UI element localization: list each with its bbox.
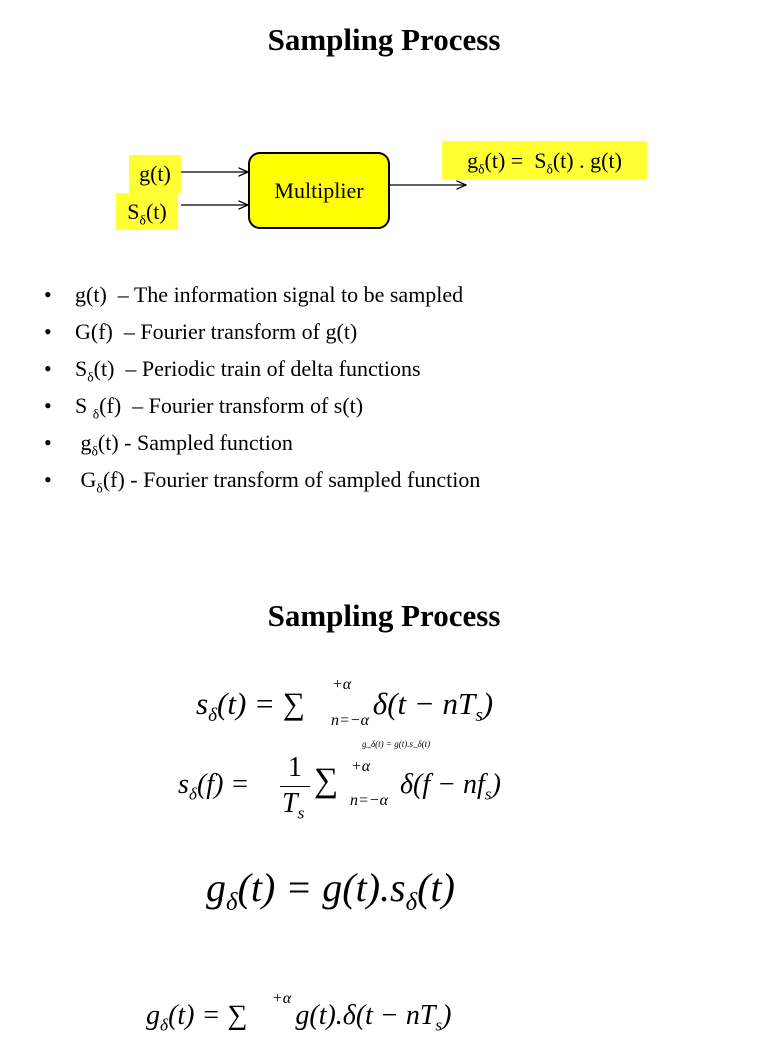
list-item: • S $_\delta$(f) – Fourier transform of s(t) — [44, 393, 364, 422]
list-item: • g(t) – The information signal to be sampled — [44, 282, 464, 307]
multiplier-block — [248, 152, 390, 229]
slide1-title: Sampling Process — [267, 22, 501, 57]
definition-list — [44, 280, 480, 502]
eq2-sum: ∑ — [314, 762, 339, 799]
equation-g-delta-sum: $g_\delta(t)$ = ∑ $g(t).\delta(t - nT_s)$ — [146, 1000, 452, 1035]
equation-s-delta-f: $s_\delta(f)$ = — [178, 769, 250, 804]
eq2-rhs: $\delta(f - nf_s)$ — [400, 769, 501, 804]
list-item: • $g_\delta(t)$ - Sampled function — [44, 430, 293, 459]
input-g-label: g(t) — [129, 155, 181, 193]
eq1-upper-limit: +α — [332, 676, 352, 693]
list-item: • $G_\delta(f)$ - Fourier transform of sampled function — [44, 467, 481, 496]
slide2-title: Sampling Process — [267, 598, 501, 633]
input-sdelta-label: $S_\delta(t)$ — [116, 193, 178, 230]
eq4-upper-limit: +α — [272, 990, 292, 1007]
eq2-fraction-bar — [280, 786, 310, 787]
eq2-fraction-denominator: $T_s$ — [282, 788, 305, 823]
output-equation: $g_\delta(t) = S_\delta(t)$ . g(t) — [442, 141, 647, 180]
list-item: • $S_\delta(t)$ – Periodic train of delta functions — [44, 356, 421, 385]
equation-g-delta: $g_\delta(t) = g(t).s_\delta(t)$ — [206, 865, 455, 916]
eq2-upper-limit: +α — [351, 758, 371, 775]
eq2-lower-limit: n=−α — [350, 792, 388, 809]
eq1-lower-limit: n=−α — [331, 712, 369, 729]
list-item: • G(f) – Fourier transform of g(t) — [44, 319, 358, 344]
equation-s-delta-t: $s_\delta(t)$ = ∑ $\delta(t - nT_s)$ — [196, 686, 494, 727]
multiplier-label: Multiplier — [274, 177, 364, 203]
small-note: g_δ(t) = g(t).s_δ(t) — [362, 739, 431, 749]
eq2-fraction-numerator: 1 — [288, 752, 302, 783]
